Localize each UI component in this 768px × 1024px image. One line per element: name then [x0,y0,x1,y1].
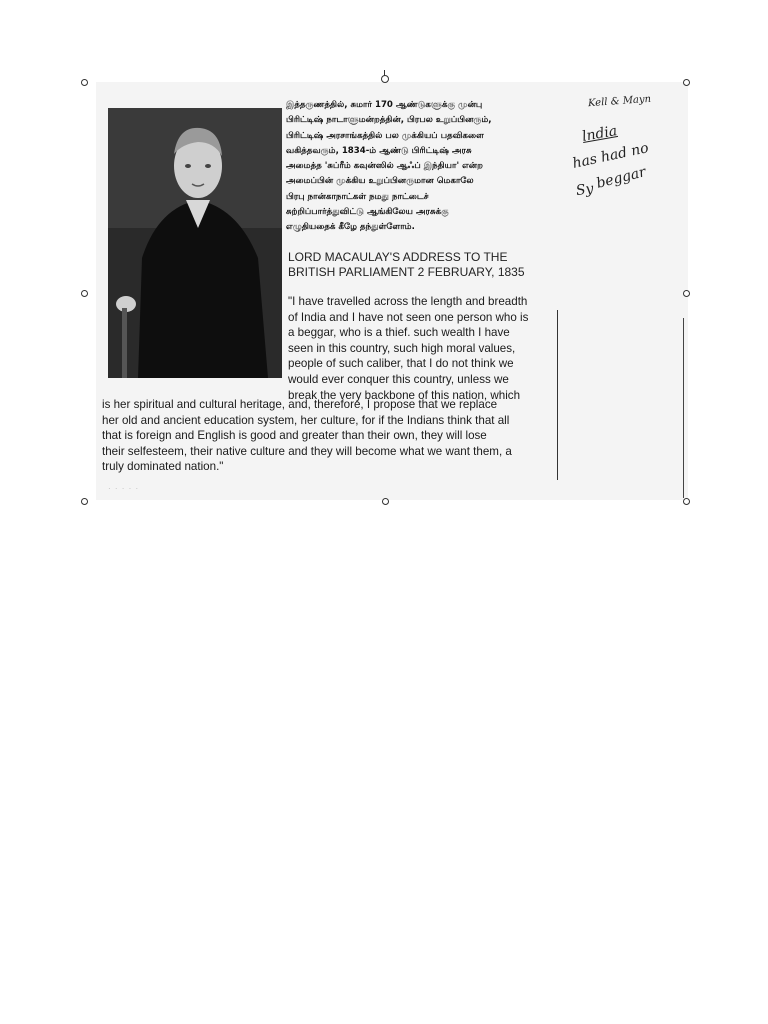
heading-line: BRITISH PARLIAMENT 2 FEBRUARY, 1835 [288,265,525,279]
quote-line: is her spiritual and cultural heritage, and, therefore, I propose that we replace [102,398,498,411]
tamil-line: பிரிட்டிஷ் நாடாளுமன்றத்தின், பிரபல உறுப்பினரும், [286,115,492,126]
article-heading [288,250,558,280]
resize-handle-bottom-right[interactable] [683,498,690,505]
tamil-line: அமைத்த 'சுப்ரீம் கவுன்ஸில் ஆஃப் இந்தியா' என்ற [286,161,483,172]
resize-handle-top-left[interactable] [81,79,88,86]
column-divider [557,310,558,480]
page-edge-line [683,318,684,498]
quote-line: "I have travelled across the length and breadth [288,295,528,308]
quote-line: her old and ancient education system, her culture, for if the Indians think that all [102,413,510,427]
tamil-line: வகித்தவரும், 1834-ம் ஆண்டு பிரிட்டிஷ் அரசு [286,145,472,156]
resize-handle-bottom-left[interactable] [81,498,88,505]
tamil-line: பிரபு நான்காநாட்கள் நமது நாட்டைச் [286,191,429,202]
handwritten-scribble: Sy [574,180,595,200]
tamil-line: இத்தருணத்தில், சுமார் 170 ஆண்டுகளுக்கு முன்பு [286,100,483,110]
quote-full-width [102,397,558,475]
quote-line: seen in this country, such high moral values, [288,341,516,355]
handwritten-line: beggar [594,164,648,192]
resize-handle-middle-left[interactable] [81,290,88,297]
tamil-line: பிரிட்டிஷ் அரசாங்கத்தில் பல முக்கியப் பதவிகளை [286,130,484,141]
heading-line: LORD MACAULAY'S ADDRESS TO THE [288,250,508,264]
handwritten-line: lndia [580,123,619,145]
tamil-line: எழுதியதைக் கீழே தந்துள்ளோம். [286,222,415,233]
quote-line: would ever conquer this country, unless we [288,372,509,386]
resize-handle-bottom-center[interactable] [382,498,389,505]
tamil-line: அமைப்பின் முக்கிய உறுப்பினருமான மெகாலே [286,176,474,187]
quote-line: truly dominated nation." [102,460,224,474]
quote-line: break the very backbone of this nation, which [288,388,521,402]
tamil-line: சுற்றிப்பார்த்துவிட்டு ஆங்கிலேய அரசுக்கு [286,207,449,218]
portrait-figure [108,108,282,378]
quote-line: a beggar, who is a thief. such wealth I have [288,326,510,340]
quote-column [288,294,556,403]
rotate-handle[interactable] [381,70,389,82]
quote-line: that is foreign and English is good and greater than their own, they will lose [102,429,487,443]
quote-line: of India and I have not seen one person who is [288,310,529,324]
portrait-photo [108,108,282,378]
resize-handle-middle-right[interactable] [683,290,690,297]
tamil-paragraph [286,98,556,236]
quote-line: people of such caliber, that I do not think we [288,357,514,371]
handwritten-note-top: Kell & Mayn [587,93,652,110]
scan-noise: · · · · · [108,484,140,493]
resize-handle-top-right[interactable] [683,79,690,86]
handwritten-line: has had no [571,140,651,172]
quote-line: their selfesteem, their native culture and they will become what we want them, a [102,444,512,458]
